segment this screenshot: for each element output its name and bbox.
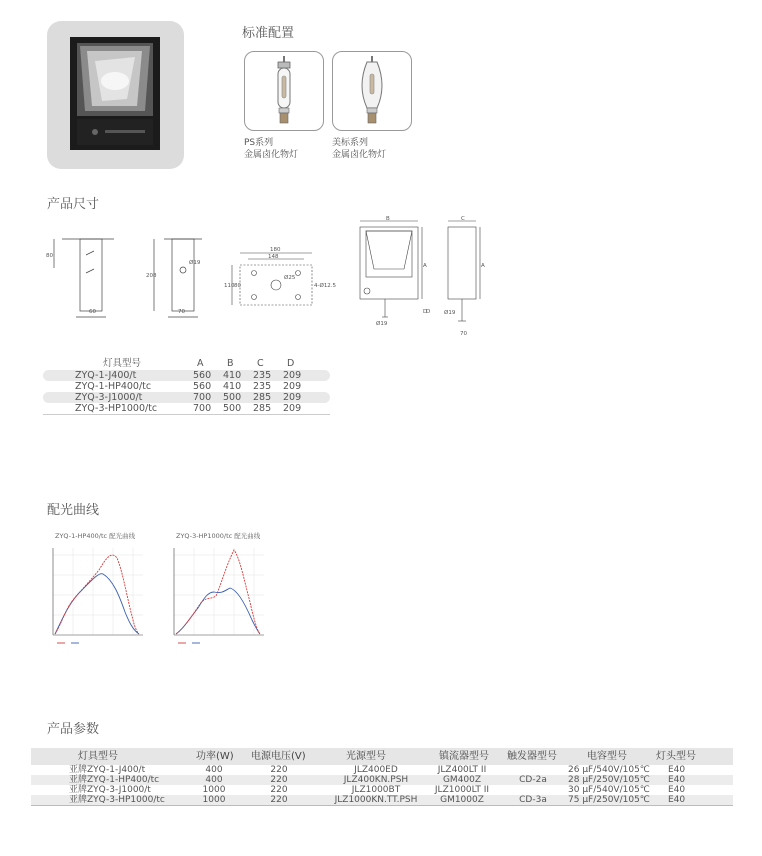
lamp-type: 金属卤化物灯: [332, 150, 387, 160]
dim-label: 80: [46, 253, 53, 259]
cell-capacitor: 75 μF/250V/105℃: [568, 795, 650, 805]
luminaire-side-drawing: [448, 221, 480, 321]
cell-ballast: GM400Z: [442, 775, 482, 785]
cell-c: 235: [253, 381, 272, 392]
dim-label: 4-Ø12.5: [314, 283, 337, 289]
dimensions-title: 产品尺寸: [47, 197, 100, 212]
parameters-title: 产品参数: [47, 722, 100, 737]
dim-label: 70: [178, 309, 185, 315]
table-row: [43, 381, 330, 392]
col-header: B: [227, 358, 234, 369]
cell-base: E40: [668, 795, 686, 805]
col-header: A: [197, 358, 204, 369]
cell-ballast: JLZ400LT II: [437, 765, 487, 775]
cell-b: 410: [223, 370, 242, 381]
cell-voltage: 220: [270, 785, 288, 795]
dim-label: 180: [270, 247, 281, 253]
cell-power: 400: [205, 765, 223, 775]
cell-c: 235: [253, 370, 272, 381]
light-curve-title: 配光曲线: [47, 503, 100, 518]
dim-label: Ø19: [444, 310, 456, 316]
cell-d: 209: [283, 392, 302, 403]
dim-label: 110: [224, 283, 235, 289]
col-header: C: [257, 358, 264, 369]
cell-model: 亚牌ZYQ-3-J1000/t: [69, 785, 151, 795]
table-row: [31, 785, 733, 795]
cell-d: 209: [283, 403, 302, 414]
cell-source: JLZ1000KN.TT.PSH: [334, 795, 418, 805]
cell-model: ZYQ-1-HP400/tc: [75, 381, 152, 392]
dim-label: 60: [89, 309, 96, 315]
col-header: 功率(W): [196, 751, 234, 762]
col-header: 光源型号: [346, 751, 386, 762]
cell-d: 209: [283, 370, 302, 381]
table-row: [31, 795, 733, 806]
cell-source: JLZ400KN.PSH: [343, 775, 409, 785]
cell-base: E40: [668, 775, 686, 785]
dim-label: 70: [460, 331, 467, 337]
curve-title: ZYQ-1-HP400/tc 配光曲线: [55, 532, 136, 540]
standard-config-title: 标准配置: [242, 26, 295, 41]
parameter-table: [31, 748, 733, 806]
dim-label: D: [426, 309, 431, 315]
cell-model: ZYQ-3-HP1000/tc: [75, 403, 158, 414]
col-header: 电容型号: [587, 751, 627, 762]
col-header: 灯具型号: [78, 751, 118, 762]
table-row: [43, 370, 330, 381]
lamp-caption-us: [332, 137, 386, 161]
dim-label: 80: [234, 283, 241, 289]
dimension-table: [43, 358, 330, 415]
cell-ballast: GM1000Z: [440, 795, 484, 805]
col-header: 触发器型号: [507, 751, 557, 762]
cell-base: E40: [668, 785, 686, 795]
dim-label: Ø19: [376, 321, 388, 327]
dim-label: 208: [146, 273, 157, 279]
dim-label: Ø25: [284, 275, 296, 281]
light-curve-chart-2: [168, 540, 268, 655]
cell-voltage: 220: [270, 765, 288, 775]
dim-label: Ø19: [189, 260, 201, 266]
luminaire-front-drawing: [360, 221, 422, 317]
cell-power: 1000: [202, 795, 226, 805]
lamp-type: 金属卤化物灯: [244, 150, 299, 160]
col-header: 电源电压(V): [251, 751, 306, 762]
cell-capacitor: 30 μF/540V/105℃: [568, 785, 650, 795]
cell-model: ZYQ-3-J1000/t: [75, 392, 143, 403]
lamp-series: PS系列: [244, 138, 274, 148]
cell-a: 560: [193, 381, 212, 392]
cell-b: 500: [223, 403, 242, 414]
col-header: 灯具型号: [103, 358, 142, 369]
cell-a: 700: [193, 403, 212, 414]
product-photo: [47, 21, 184, 169]
cell-capacitor: 28 μF/250V/105℃: [568, 775, 650, 785]
bracket-front-drawing: [154, 239, 202, 317]
cell-voltage: 220: [270, 795, 288, 805]
dim-label: 148: [268, 254, 279, 260]
cell-igniter: CD-3a: [519, 795, 547, 805]
cell-ballast: JLZ1000LT II: [434, 785, 490, 795]
lamp-card-ps: [244, 51, 324, 131]
cell-model: 亚牌ZYQ-1-HP400/tc: [69, 775, 160, 785]
cell-a: 700: [193, 392, 212, 403]
dim-label: B: [386, 216, 390, 222]
lamp-series: 美标系列: [332, 138, 369, 148]
light-curve-chart-1: [47, 540, 147, 655]
cell-model: ZYQ-1-J400/t: [75, 370, 137, 381]
dim-label: A: [481, 263, 485, 269]
col-header: 灯头型号: [656, 751, 696, 762]
lamp-caption-ps: [244, 137, 298, 161]
cell-source: JLZ1000BT: [351, 785, 401, 795]
cell-b: 500: [223, 392, 242, 403]
cell-voltage: 220: [270, 775, 288, 785]
cell-base: E40: [668, 765, 686, 775]
table-row: [31, 765, 733, 775]
col-header: 镇流器型号: [439, 751, 489, 762]
cell-capacitor: 26 μF/540V/105℃: [568, 765, 650, 775]
us-lamp-icon: [333, 52, 411, 130]
cell-igniter: CD-2a: [519, 775, 547, 785]
table-header-row: [43, 358, 330, 370]
dim-label: A: [423, 263, 427, 269]
col-header: D: [287, 358, 295, 369]
dim-label: D: [423, 309, 428, 315]
cell-c: 285: [253, 392, 272, 403]
dimension-drawings: [44, 213, 494, 343]
table-row: [31, 775, 733, 785]
cell-model: 亚牌ZYQ-3-HP1000/tc: [69, 795, 165, 805]
table-row: [43, 403, 330, 415]
table-header-row: [31, 748, 733, 765]
bracket-side-drawing: [54, 239, 114, 317]
dim-label: C: [461, 216, 465, 222]
floodlight-image: [47, 21, 184, 169]
cell-c: 285: [253, 403, 272, 414]
mounting-plate-drawing: [232, 253, 312, 305]
cell-source: JLZ400ED: [354, 765, 398, 775]
ps-lamp-icon: [245, 52, 323, 130]
cell-power: 400: [205, 775, 223, 785]
cell-a: 560: [193, 370, 212, 381]
cell-b: 410: [223, 381, 242, 392]
cell-model: 亚牌ZYQ-1-J400/t: [69, 765, 146, 775]
cell-power: 1000: [202, 785, 226, 795]
table-row: [43, 392, 330, 403]
lamp-card-us: [332, 51, 412, 131]
cell-d: 209: [283, 381, 302, 392]
curve-title: ZYQ-3-HP1000/tc 配光曲线: [176, 532, 261, 540]
